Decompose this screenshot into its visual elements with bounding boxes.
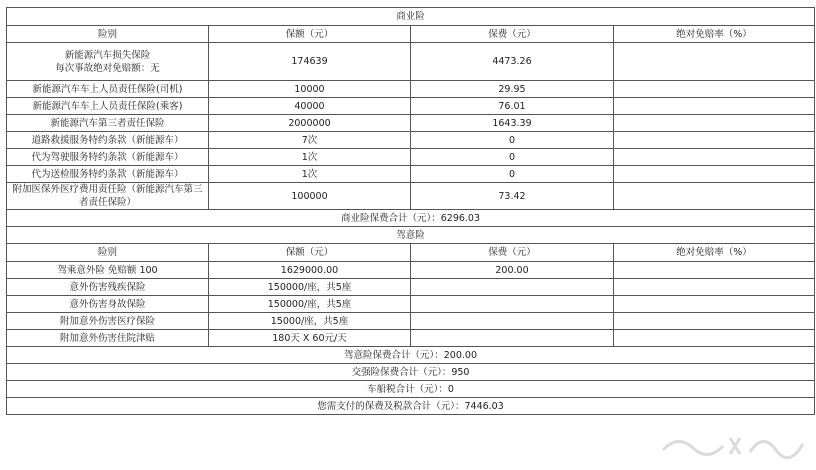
commercial-header-coverage: 险别: [7, 26, 209, 43]
commercial-header-amount: 保额（元）: [209, 26, 411, 43]
commercial-total: 商业险保费合计（元）：6296.03: [7, 210, 815, 227]
accident-section-title: 驾意险: [7, 227, 815, 244]
accident-header-premium: 保费（元）: [411, 244, 614, 262]
coverage-name: 附加意外伤害医疗保险: [7, 313, 209, 330]
grand-total: 您需支付的保费及税款合计（元）：7446.03: [7, 398, 815, 415]
coverage-premium: [411, 296, 614, 313]
watermark-mark: [658, 426, 808, 460]
coverage-deductible: [614, 149, 815, 166]
table-row: [7, 149, 815, 166]
coverage-deductible: [614, 183, 815, 210]
coverage-name: 新能源汽车车上人员责任保险(司机): [7, 81, 209, 98]
coverage-premium: 29.95: [411, 81, 614, 98]
table-row: [7, 166, 815, 183]
commercial-section-title: 商业险: [7, 8, 815, 26]
coverage-amount: 150000/座，共5座: [209, 279, 411, 296]
accident-header-coverage: 险别: [7, 244, 209, 262]
table-row: [7, 313, 815, 330]
coverage-amount: 1次: [209, 149, 411, 166]
coverage-deductible: [614, 313, 815, 330]
coverage-amount: 180天 X 60元/天: [209, 330, 411, 347]
coverage-premium: [411, 330, 614, 347]
table-row: [7, 279, 815, 296]
table-row: [7, 330, 815, 347]
coverage-name: 代为送检服务特约条款（新能源车）: [7, 166, 209, 183]
coverage-amount: 10000: [209, 81, 411, 98]
coverage-amount: 1次: [209, 166, 411, 183]
insurance-quote-table: [6, 7, 815, 415]
coverage-deductible: [614, 43, 815, 81]
commercial-header-deductible: 绝对免赔率（%）: [614, 26, 815, 43]
coverage-name: 道路救援服务特约条款（新能源车）: [7, 132, 209, 149]
coverage-premium: 0: [411, 149, 614, 166]
coverage-deductible: [614, 279, 815, 296]
coverage-deductible: [614, 115, 815, 132]
coverage-amount: 150000/座，共5座: [209, 296, 411, 313]
coverage-deductible: [614, 296, 815, 313]
coverage-name: 新能源汽车损失保险: [64, 49, 151, 61]
coverage-amount: 40000: [209, 98, 411, 115]
coverage-premium: 0: [411, 166, 614, 183]
coverage-name: 新能源汽车车上人员责任保险(乘客): [7, 98, 209, 115]
coverage-amount: 100000: [209, 183, 411, 210]
table-row: [7, 262, 815, 279]
coverage-name: 意外伤害残疾保险: [7, 279, 209, 296]
compulsory-insurance-total: 交强险保费合计（元）：950: [7, 364, 815, 381]
table-row: [7, 296, 815, 313]
coverage-name: 驾乘意外险 免赔额 100: [7, 262, 209, 279]
coverage-deductible: [614, 262, 815, 279]
table-row: [7, 43, 815, 81]
coverage-amount: 2000000: [209, 115, 411, 132]
coverage-premium: 1643.39: [411, 115, 614, 132]
coverage-name-cell: [7, 43, 209, 81]
coverage-name: 附加医保外医疗费用责任险（新能源汽车第三者责任保险）: [7, 183, 209, 210]
coverage-premium: 73.42: [411, 183, 614, 210]
table-row: [7, 98, 815, 115]
coverage-deductible: [614, 330, 815, 347]
coverage-premium: [411, 279, 614, 296]
coverage-premium: 4473.26: [411, 43, 614, 81]
coverage-amount: 7次: [209, 132, 411, 149]
accident-header-deductible: 绝对免赔率（%）: [614, 244, 815, 262]
accident-total: 驾意险保费合计（元）：200.00: [7, 347, 815, 364]
coverage-premium: 76.01: [411, 98, 614, 115]
coverage-deductible: [614, 166, 815, 183]
coverage-premium: [411, 313, 614, 330]
coverage-deductible: [614, 98, 815, 115]
coverage-amount: 174639: [209, 43, 411, 81]
commercial-header-premium: 保费（元）: [411, 26, 614, 43]
coverage-premium: 200.00: [411, 262, 614, 279]
coverage-name: 代为驾驶服务特约条款（新能源车）: [7, 149, 209, 166]
table-row: [7, 81, 815, 98]
coverage-name: 新能源汽车第三者责任保险: [7, 115, 209, 132]
vessel-tax-total: 车船税合计（元）：0: [7, 381, 815, 398]
coverage-note: 每次事故绝对免赔额：无: [55, 62, 160, 74]
coverage-amount: 15000/座，共5座: [209, 313, 411, 330]
table-row: [7, 115, 815, 132]
accident-header-amount: 保额（元）: [209, 244, 411, 262]
table-row: [7, 183, 815, 210]
coverage-deductible: [614, 132, 815, 149]
coverage-amount: 1629000.00: [209, 262, 411, 279]
coverage-name: 附加意外伤害住院津贴: [7, 330, 209, 347]
coverage-name: 意外伤害身故保险: [7, 296, 209, 313]
coverage-deductible: [614, 81, 815, 98]
coverage-premium: 0: [411, 132, 614, 149]
table-row: [7, 132, 815, 149]
